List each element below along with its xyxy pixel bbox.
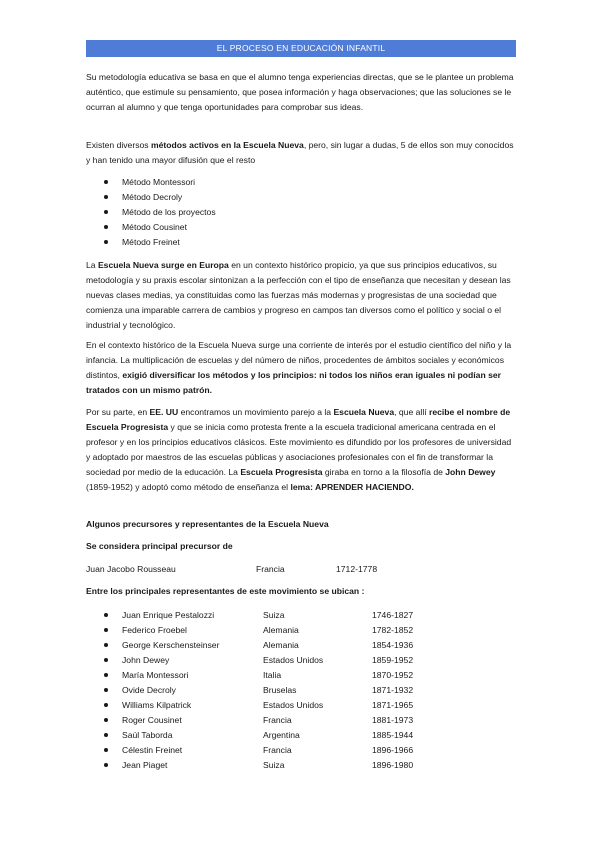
- main-precursor-heading: Se considera principal precursor de: [86, 541, 233, 551]
- bullet-icon: [104, 225, 108, 229]
- bullet-icon: [104, 733, 108, 737]
- rep-country: Argentina: [263, 730, 300, 740]
- text-run: giraba en torno a la filosofía de: [322, 467, 446, 477]
- table-row: [86, 683, 516, 698]
- text-run: en un contexto histórico propicio, ya que sus principios educativos, su metodología y su praxis escolar sintonizan a la perfección con el tipo de enseñanza que necesitan y desean las nuevas clases medias, ya constituidas como las fuerzas más modernas y progresistas de una sociedad que comienza una imparable carrera de cambios y progreso en campos tan diversos como el político y social o el industrial y tecnológico.: [86, 260, 511, 330]
- rep-years: 1870-1952: [372, 670, 414, 680]
- text-run: Existen diversos: [86, 140, 151, 150]
- method-label: Método Montessori: [122, 177, 196, 187]
- text-run: , que allí: [394, 407, 429, 417]
- rep-country: Italia: [263, 670, 282, 680]
- rep-country: Estados Unidos: [263, 700, 324, 710]
- rep-name: Federico Froebel: [122, 625, 187, 635]
- table-row: [86, 623, 516, 638]
- rep-country: Suiza: [263, 610, 285, 620]
- rep-country: Alemania: [263, 640, 299, 650]
- rep-country: Francia: [263, 715, 292, 725]
- rep-country: Bruselas: [263, 685, 297, 695]
- bold-text: exigió diversificar los métodos y los principios: ni todos los niños eran iguales ni podían ser tratados con un mismo patrón.: [86, 370, 501, 395]
- rep-years: 1746-1827: [372, 610, 414, 620]
- rep-name: Ovide Decroly: [122, 685, 176, 695]
- methods-list: [86, 175, 516, 250]
- bold-text: Escuela Nueva: [333, 407, 395, 417]
- rep-name: Célestin Freinet: [122, 745, 183, 755]
- bullet-icon: [104, 703, 108, 707]
- bullet-icon: [104, 673, 108, 677]
- representatives-list: [86, 608, 516, 773]
- rep-years: 1881-1973: [372, 715, 414, 725]
- rep-country: Francia: [263, 745, 292, 755]
- table-row: [86, 638, 516, 653]
- bullet-icon: [104, 240, 108, 244]
- list-item: [86, 190, 516, 205]
- rep-name: Jean Piaget: [122, 760, 168, 770]
- bold-text: Escuela Nueva surge en Europa: [97, 260, 229, 270]
- bullet-icon: [104, 195, 108, 199]
- bullet-icon: [104, 658, 108, 662]
- text-run: encontramos un movimiento parejo a la: [178, 407, 334, 417]
- precursor-country: Francia: [256, 564, 285, 574]
- rep-years: 1896-1980: [372, 760, 414, 770]
- rep-years: 1871-1932: [372, 685, 414, 695]
- method-label: Método Decroly: [122, 192, 183, 202]
- table-row: [86, 728, 516, 743]
- section-title-banner: EL PROCESO EN EDUCACIÓN INFANTIL: [86, 40, 516, 57]
- text-run: Por su parte, en: [86, 407, 150, 417]
- bold-text: John Dewey: [445, 467, 496, 477]
- table-row: [86, 668, 516, 683]
- bold-text: Escuela Progresista: [240, 467, 323, 477]
- bold-text: lema: APRENDER HACIENDO.: [290, 482, 414, 492]
- bullet-icon: [104, 180, 108, 184]
- table-row: [86, 653, 516, 668]
- bold-text: recibe el nombre de Escuela Progresista: [86, 407, 511, 432]
- text-run: La: [86, 260, 98, 270]
- progressive-paragraph: [86, 405, 516, 495]
- precursor-row: [86, 562, 516, 577]
- rep-name: John Dewey: [122, 655, 170, 665]
- rep-years: 1896-1966: [372, 745, 414, 755]
- text-run: y que se inicia como protesta frente a la escuela tradicional americana centrada en el profesor y en los principios educativos clásicos. Este movimiento es difundido por los profesores de universidad y adoptado por maestros de las escuelas públicas y asociaciones profesionales con el fin de transformar la sociedad por medio de la educación. La: [86, 422, 512, 477]
- list-item: [86, 205, 516, 220]
- rep-years: 1859-1952: [372, 655, 414, 665]
- rep-name: Williams Kilpatrick: [122, 700, 192, 710]
- table-row: [86, 758, 516, 773]
- bullet-icon: [104, 763, 108, 767]
- rep-name: Juan Enrique Pestalozzi: [122, 610, 215, 620]
- bold-text: métodos activos en la Escuela Nueva: [150, 140, 304, 150]
- context-paragraph: [86, 338, 516, 398]
- rep-name: George Kerschensteinser: [122, 640, 220, 650]
- table-row: [86, 698, 516, 713]
- method-label: Método Freinet: [122, 237, 180, 247]
- rep-name: María Montessori: [122, 670, 189, 680]
- list-item: [86, 175, 516, 190]
- bullet-icon: [104, 643, 108, 647]
- precursor-years: 1712-1778: [336, 564, 378, 574]
- rep-years: 1885-1944: [372, 730, 414, 740]
- bullet-icon: [104, 628, 108, 632]
- rep-name: Saúl Taborda: [122, 730, 173, 740]
- precursor-name: Juan Jacobo Rousseau: [86, 564, 176, 574]
- table-row: [86, 608, 516, 623]
- precursors-heading: Algunos precursores y representantes de la Escuela Nueva: [86, 519, 329, 529]
- bullet-icon: [104, 748, 108, 752]
- list-item: [86, 235, 516, 250]
- table-row: [86, 743, 516, 758]
- methods-paragraph: [86, 138, 516, 168]
- rep-country: Estados Unidos: [263, 655, 324, 665]
- bullet-icon: [104, 613, 108, 617]
- bullet-icon: [104, 688, 108, 692]
- rep-years: 1871-1965: [372, 700, 414, 710]
- rep-years: 1854-1936: [372, 640, 414, 650]
- bold-text: EE. UU: [149, 407, 179, 417]
- table-row: [86, 713, 516, 728]
- text-run: (1859-1952) y adoptó como método de enseñanza el: [86, 482, 291, 492]
- representatives-heading: Entre los principales representantes de este movimiento se ubican :: [86, 586, 365, 596]
- bullet-icon: [104, 718, 108, 722]
- rep-country: Alemania: [263, 625, 299, 635]
- method-label: Método Cousinet: [122, 222, 187, 232]
- rep-years: 1782-1852: [372, 625, 414, 635]
- rep-country: Suiza: [263, 760, 285, 770]
- bullet-icon: [104, 210, 108, 214]
- method-label: Método de los proyectos: [122, 207, 216, 217]
- list-item: [86, 220, 516, 235]
- rep-name: Roger Cousinet: [122, 715, 182, 725]
- text-run: En el contexto histórico de la Escuela Nueva surge una corriente de interés por el estudio científico del niño y la infancia. La multiplicación de escuelas y del número de niños, procedentes de ámbitos sociales y económicos distintos,: [86, 340, 512, 380]
- intro-paragraph: Su metodología educativa se basa en que el alumno tenga experiencias directas, que se le plantee un problema auténtico, que estimule su pensamiento, que posea información y haga observaciones; que las soluciones se le ocurran al alumno y que tenga oportunidades para comprobar sus ideas.: [86, 72, 514, 112]
- text-run: , pero, sin lugar a dudas, 5 de ellos son muy conocidos y han tenido una mayor difusión que el resto: [86, 140, 514, 165]
- europe-paragraph: [86, 258, 516, 333]
